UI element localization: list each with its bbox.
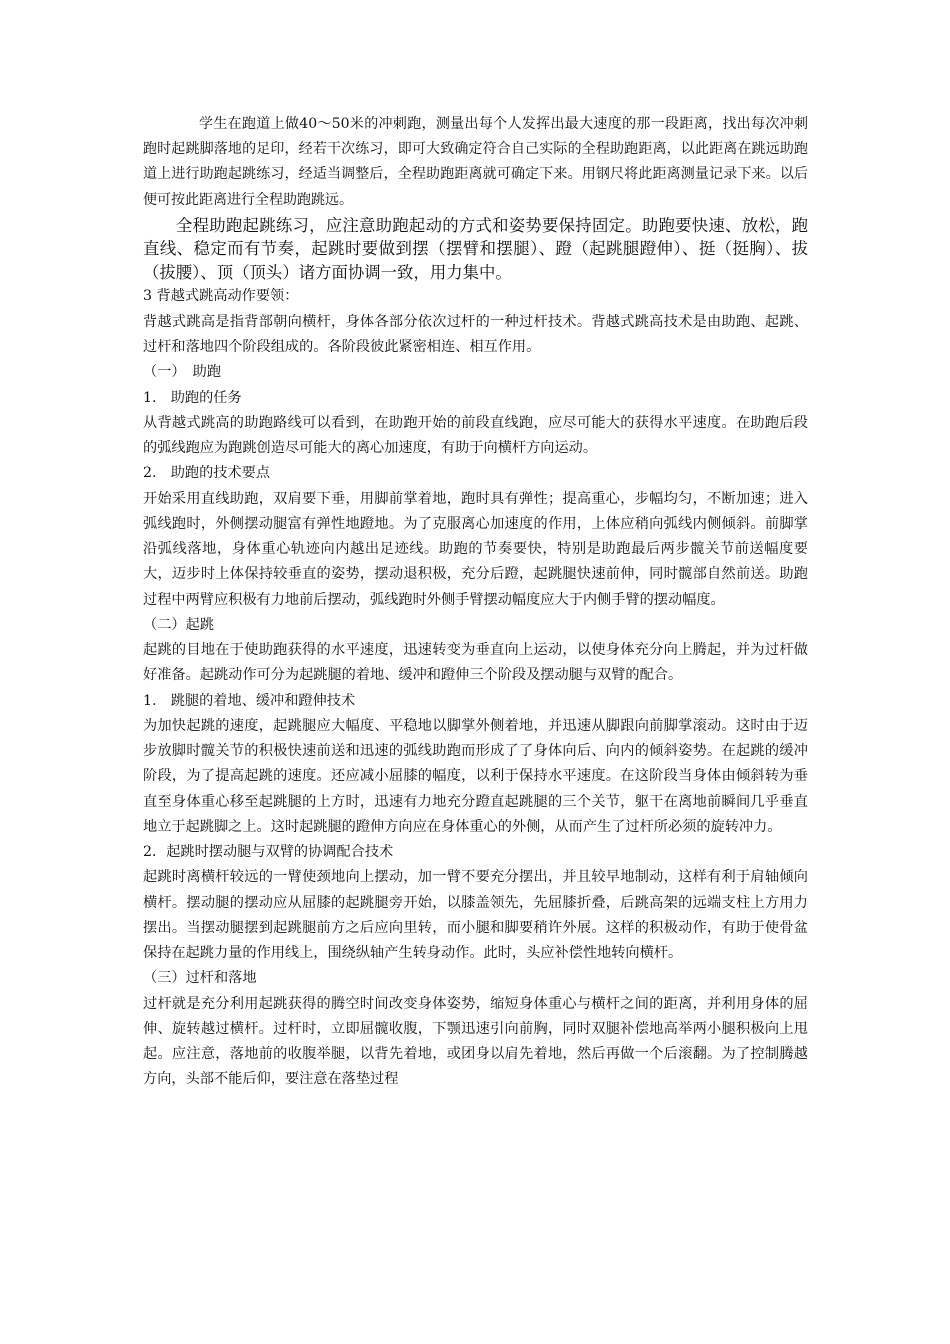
intro-paragraph: 学生在跑道上做40～50米的冲刺跑，测量出每个人发挥出最大速度的那一段距离，找出每次冲刺跑时起跳脚落地的足印，经若干次练习，即可大致确定符合自己实际的全程助跑距离，以此距离在跳远助跑道上进行助跑起跳练习，经适当调整后，全程助跑距离就可确定下来。用钢尺将此距离测量记录下来。以后便可按此距离进行全程助跑跳远。	[143, 116, 808, 208]
part2-intro: 起跳的目地在于使助跑获得的水平速度，迅速转变为垂直向上运动，以使身体充分向上腾起，并为过杆做好准备。起跳动作可分为起跳腿的着地、缓冲和蹬伸三个阶段及摆动腿与双臂的配合。	[143, 642, 808, 684]
part1-item2-heading: 2. 助跑的技术要点	[143, 465, 271, 482]
part1-item1-text: 从背越式跳高的助跑路线可以看到，在助跑开始的前段直线跑，应尽可能大的获得水平速度。在助跑后段的弧线跑应为跑跳创造尽可能大的离心加速度，有助于向横杆方向运动。	[143, 414, 808, 457]
section3-intro: 背越式跳高是指背部朝向横杆，身体各部分依次过杆的一种过杆技术。背越式跳高技术是由助跑、起跳、过杆和落地四个阶段组成的。各阶段彼此紧密相连、相互作用。	[143, 313, 808, 355]
part2-item2-text: 起跳时离横杆较远的一臂使颈地向上摆动，加一臂不要充分摆出，并且较早地制动，这样有利于肩轴倾向横杆。摆动腿的摆动应从屈膝的起跳腿旁开始，以膝盖领先，先屈膝折叠，后跳高架的远端支柱上方用力摆出。当摆动腿摆到起跳腿前方之后应向里转，而小腿和脚要稍许外展。这样的积极动作，有助于使骨盆保持在起跳力量的作用线上，围绕纵轴产生转身动作。此时，头应补偿性地转向横杆。	[143, 869, 808, 962]
part1-item1-heading: 1. 助跑的任务	[143, 389, 242, 406]
part3-heading: （三）过杆和落地	[143, 970, 257, 987]
part2-heading: （二）起跳	[143, 616, 214, 633]
full-run-paragraph: 全程助跑起跳练习，应注意助跑起动的方式和姿势要保持固定。助跑要快速、放松，跑直线、稳定而有节奏，起跳时要做到摆（摆臂和摆腿）、蹬（起跳腿蹬伸）、挺（挺胸）、拔（拔腰）、顶（顶头）诸方面协调一致，用力集中。	[143, 215, 808, 282]
part2-item1-heading: 1. 跳腿的着地、缓冲和蹬伸技术	[143, 692, 356, 709]
part2-item1-text: 为加快起跳的速度，起跳腿应大幅度、平稳地以脚掌外侧着地，并迅速从脚跟向前脚掌滚动。这时由于迈步放脚时髋关节的积极快速前送和迅速的弧线助跑而形成了了身体向后、向内的倾斜姿势。在起跳的缓冲阶段，为了提高起跳的速度。还应减小屈膝的幅度，以利于保持水平速度。在这阶段当身体由倾斜转为垂直至身体重心移至起跳腿的上方时，迅速有力地充分蹬直起跳腿的三个关节，躯干在离地前瞬间几乎垂直地立于起跳脚之上。这时起跳腿的蹬伸方向应在身体重心的外侧，从而产生了过杆所必须的旋转冲力。	[143, 717, 808, 835]
part1-heading: （一） 助跑	[143, 364, 222, 381]
part3-text: 过杆就是充分利用起跳获得的腾空时间改变身体姿势，缩短身体重心与横杆之间的距离，并利用身体的屈伸、旋转越过横杆。过杆时，立即屈髋收腹，下颚迅速引向前胸，同时双腿补偿地高举两小腿积极向上甩起。应注意，落地前的收腹举腿，以背先着地，或团身以肩先着地，然后再做一个后滚翻。为了控制腾越方向，头部不能后仰，要注意在落垫过程	[143, 995, 808, 1088]
document-page	[143, 112, 808, 1092]
section3-heading: 3 背越式跳高动作要领：	[143, 288, 299, 305]
part1-item2-text: 开始采用直线助跑，双肩要下垂，用脚前掌着地，跑时具有弹性；提高重心，步幅均匀，不断加速；进入弧线跑时，外侧摆动腿富有弹性地蹬地。为了克服离心加速度的作用，上体应稍向弧线内侧倾斜。前脚掌沿弧线落地，身体重心轨迹向内越出足迹线。助跑的节奏要快，特别是助跑最后两步髋关节前送幅度要大，迈步时上体保持较垂直的姿势，摆动退积极，充分后蹬，起跳腿快速前伸，同时髋部自然前送。助跑过程中两臂应积极有力地前后摆动，弧线跑时外侧手臂摆动幅度应大于内侧手臂的摆动幅度。	[143, 490, 808, 608]
part2-item2-heading: 2．起跳时摆动腿与双臂的协调配合技术	[143, 844, 394, 860]
